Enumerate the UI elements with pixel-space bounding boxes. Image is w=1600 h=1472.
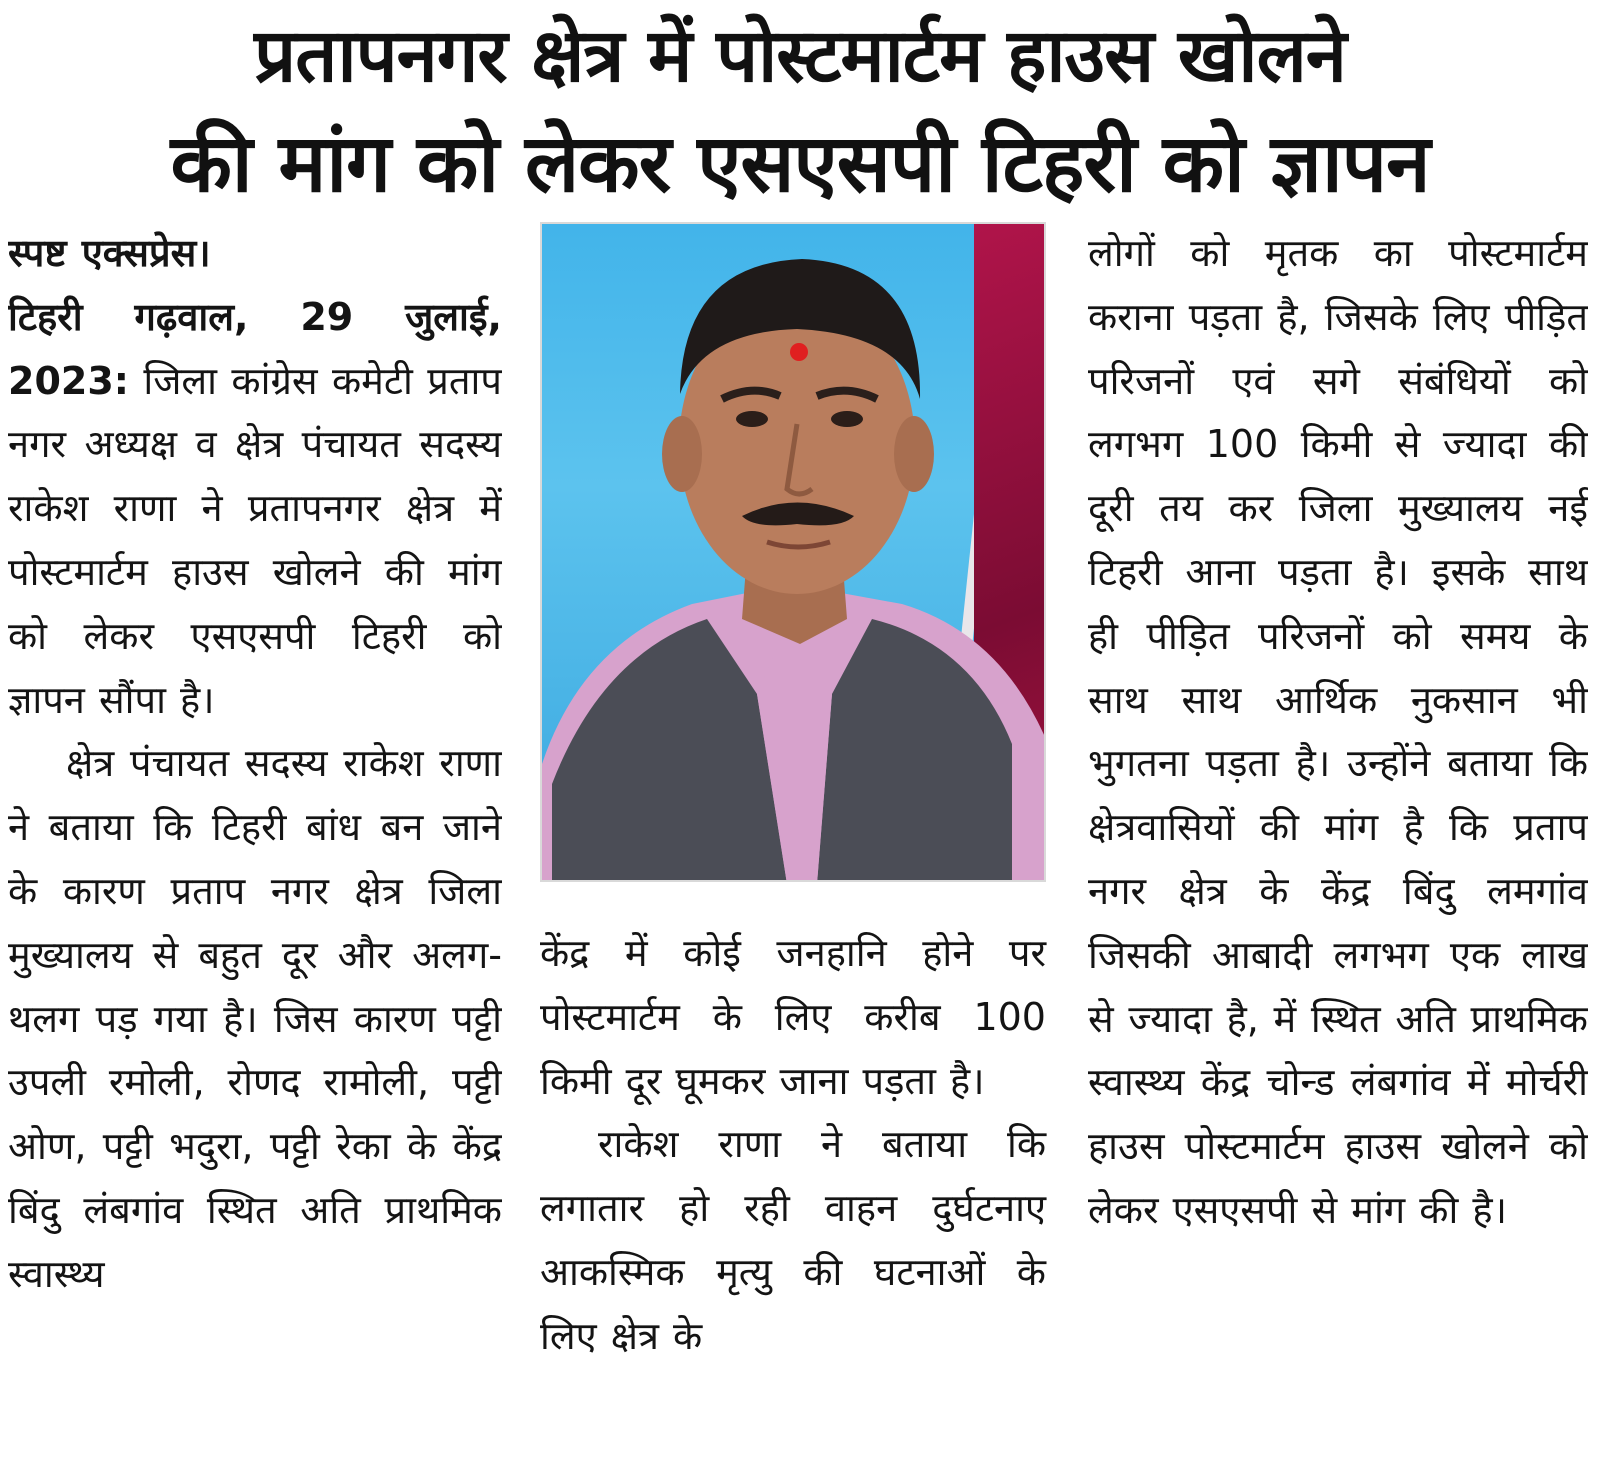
article-paragraph-1 <box>8 222 502 732</box>
dateline: टिहरी गढ़वाल, 29 जुलाई, 2023: <box>8 294 502 403</box>
byline: स्पष्ट एक्सप्रेस। <box>8 231 211 275</box>
portrait-illustration <box>542 224 1046 882</box>
article-paragraph-3: केंद्र में कोई जनहानि होने पर पोस्टमार्टम के लिए करीब 100 किमी दूर घूमकर जाना पड़ता है। <box>540 931 1046 1103</box>
paragraph-1-text: जिला कांग्रेस कमेटी प्रताप नगर अध्यक्ष व क्षेत्र पंचायत सदस्य राकेश राणा ने प्रतापनगर क्षेत्र में पोस्टमार्टम हाउस खोलने की मांग को लेकर एसएसपी टिहरी को ज्ञापन सौंपा है। <box>8 358 502 722</box>
article-paragraph-2: क्षेत्र पंचायत सदस्य राकेश राणा ने बताया कि टिहरी बांध बन जाने के कारण प्रताप नगर क्षेत्र जिला मुख्यालय से बहुत दूर और अलग-थलग पड़ गया है। जिस कारण पट्टी उपली रमोली, रोणद रामोली, पट्टी ओण, पट्टी भदुरा, पट्टी रेका के केंद्र बिंदु लंबगांव स्थित अति प्राथमिक स्वास्थ्य <box>8 741 502 1296</box>
article-column-3 <box>1088 222 1588 1466</box>
portrait-photo <box>540 222 1046 882</box>
article-paragraph-4: राकेश राणा ने बताया कि लगातार हो रही वाहन दुर्घटनाए आकस्मिक मृत्यु की घटनाओं के लिए क्षेत्र के <box>540 1122 1046 1358</box>
article-column-2 <box>540 922 1046 1369</box>
headline-line-1: प्रतापनगर क्षेत्र में पोस्टमार्टम हाउस खोलने <box>254 13 1346 99</box>
article-paragraph-5: लोगों को मृतक का पोस्टमार्टम कराना पड़ता है, जिसके लिए पीड़ित परिजनों एवं सगे संबंधियों को लगभग 100 किमी से ज्यादा की दूरी तय कर जिला मुख्यालय नई टिहरी आना पड़ता है। इसके साथ ही पीड़ित परिजनों को समय के साथ साथ आर्थिक नुकसान भी भुगतना पड़ता है। उन्होंने बताया कि क्षेत्रवासियों की मांग है कि प्रताप नगर क्षेत्र के केंद्र बिंदु लमगांव जिसकी आबादी लगभग एक लाख से ज्यादा है, में स्थित अति प्राथमिक स्वास्थ्य केंद्र चोन्ड लंबगांव में मोर्चरी हाउस पोस्टमार्टम हाउस खोलने को लेकर एसएसपी से मांग की है। <box>1088 231 1588 1232</box>
headline-line-2: की मांग को लेकर एसएसपी टिहरी को ज्ञापन <box>170 117 1430 210</box>
article-column-1 <box>8 222 502 1466</box>
